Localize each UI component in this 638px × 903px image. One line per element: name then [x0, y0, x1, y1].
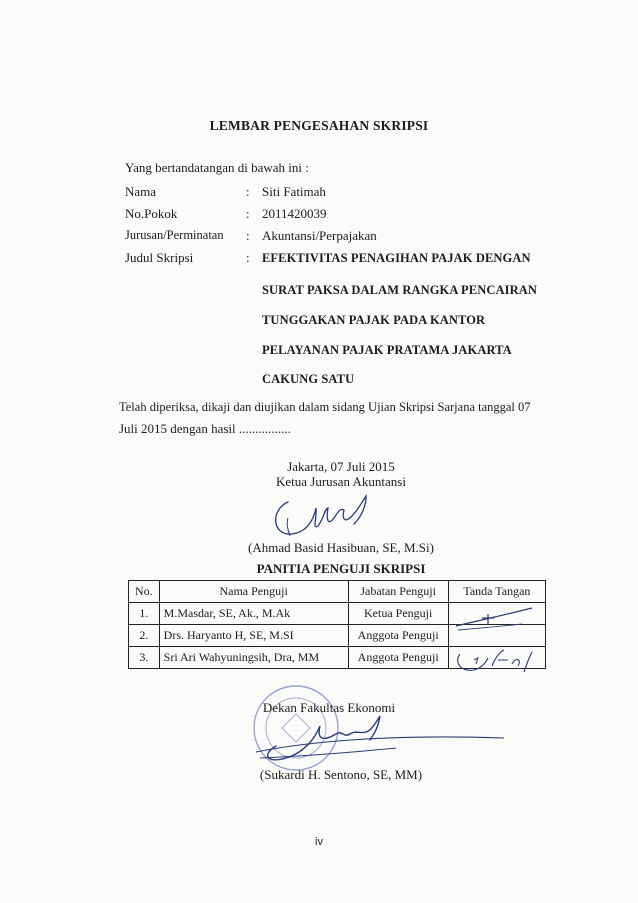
field-colon: : — [246, 184, 250, 199]
header-tanda-tangan: Tanda Tangan — [448, 581, 545, 603]
row-signature-cell — [448, 625, 545, 647]
dekan-signature-icon — [246, 712, 508, 766]
header-nama: Nama Penguji — [159, 581, 348, 603]
field-label-nama: Nama — [125, 184, 157, 199]
faculty-stamp-icon — [246, 682, 346, 774]
dekan-title: Dekan Fakultas Ekonomi — [262, 700, 396, 715]
intro-text: Yang bertandatangan di bawah ini : — [125, 160, 309, 175]
row-no: 2. — [129, 625, 160, 647]
judul-line-4: PELAYANAN PAJAK PRATAMA JAKARTA — [262, 343, 512, 357]
ketua-signature-icon — [262, 488, 380, 542]
statement-line-1: Telah diperiksa, dikaji dan diujikan dalam sidang Ujian Skripsi Sarjana tanggal 07 — [119, 400, 531, 414]
ketua-name: (Ahmad Basid Hasibuan, SE, M.Si) — [248, 540, 434, 555]
header-no: No. — [129, 581, 160, 603]
row-no: 3. — [129, 647, 160, 669]
row-signature-cell — [448, 603, 545, 625]
panitia-title: PANITIA PENGUJI SKRIPSI — [256, 561, 426, 576]
row-name: Sri Ari Wahyuningsih, Dra, MM — [159, 647, 348, 669]
table-row — [129, 625, 546, 647]
row-no: 1. — [129, 603, 160, 625]
field-colon: : — [246, 228, 250, 243]
page-number: iv — [315, 836, 323, 848]
field-colon: : — [246, 250, 250, 265]
header-jabatan: Jabatan Penguji — [348, 581, 448, 603]
penguji-table — [128, 580, 546, 669]
field-label-nopokok: No.Pokok — [125, 206, 178, 221]
field-value-nopokok: 2011420039 — [262, 206, 327, 221]
judul-line-5: CAKUNG SATU — [262, 372, 355, 386]
field-colon: : — [246, 206, 250, 221]
field-value-jurusan: Akuntansi/Perpajakan — [262, 228, 377, 243]
judul-line-3: TUNGGAKAN PAJAK PADA KANTOR — [262, 313, 486, 327]
table-row — [129, 647, 546, 669]
dekan-name: (Sukardi H. Sentono, SE, MM) — [259, 767, 423, 782]
table-header-row — [129, 581, 546, 603]
judul-line-1: EFEKTIVITAS PENAGIHAN PAJAK DENGAN — [262, 251, 531, 265]
field-value-nama: Siti Fatimah — [262, 184, 326, 199]
table-row — [129, 603, 546, 625]
row-role: Ketua Penguji — [348, 603, 448, 625]
row-role: Anggota Penguji — [348, 647, 448, 669]
judul-line-2: SURAT PAKSA DALAM RANGKA PENCAIRAN — [262, 283, 537, 297]
statement-line-2: Juli 2015 dengan hasil ................ — [119, 421, 291, 436]
page-title: LEMBAR PENGESAHAN SKRIPSI — [209, 118, 429, 133]
field-label-jurusan: Jurusan/Perminatan — [125, 228, 224, 242]
row-name: M.Masdar, SE, Ak., M.Ak — [159, 603, 348, 625]
row-signature-cell — [448, 647, 545, 669]
row-role: Anggota Penguji — [348, 625, 448, 647]
row-name: Drs. Haryanto H, SE, M.SI — [159, 625, 348, 647]
place-date: Jakarta, 07 Juli 2015 — [287, 459, 395, 474]
ketua-title: Ketua Jurusan Akuntansi — [276, 474, 406, 489]
field-label-judul: Judul Skripsi — [125, 250, 194, 265]
